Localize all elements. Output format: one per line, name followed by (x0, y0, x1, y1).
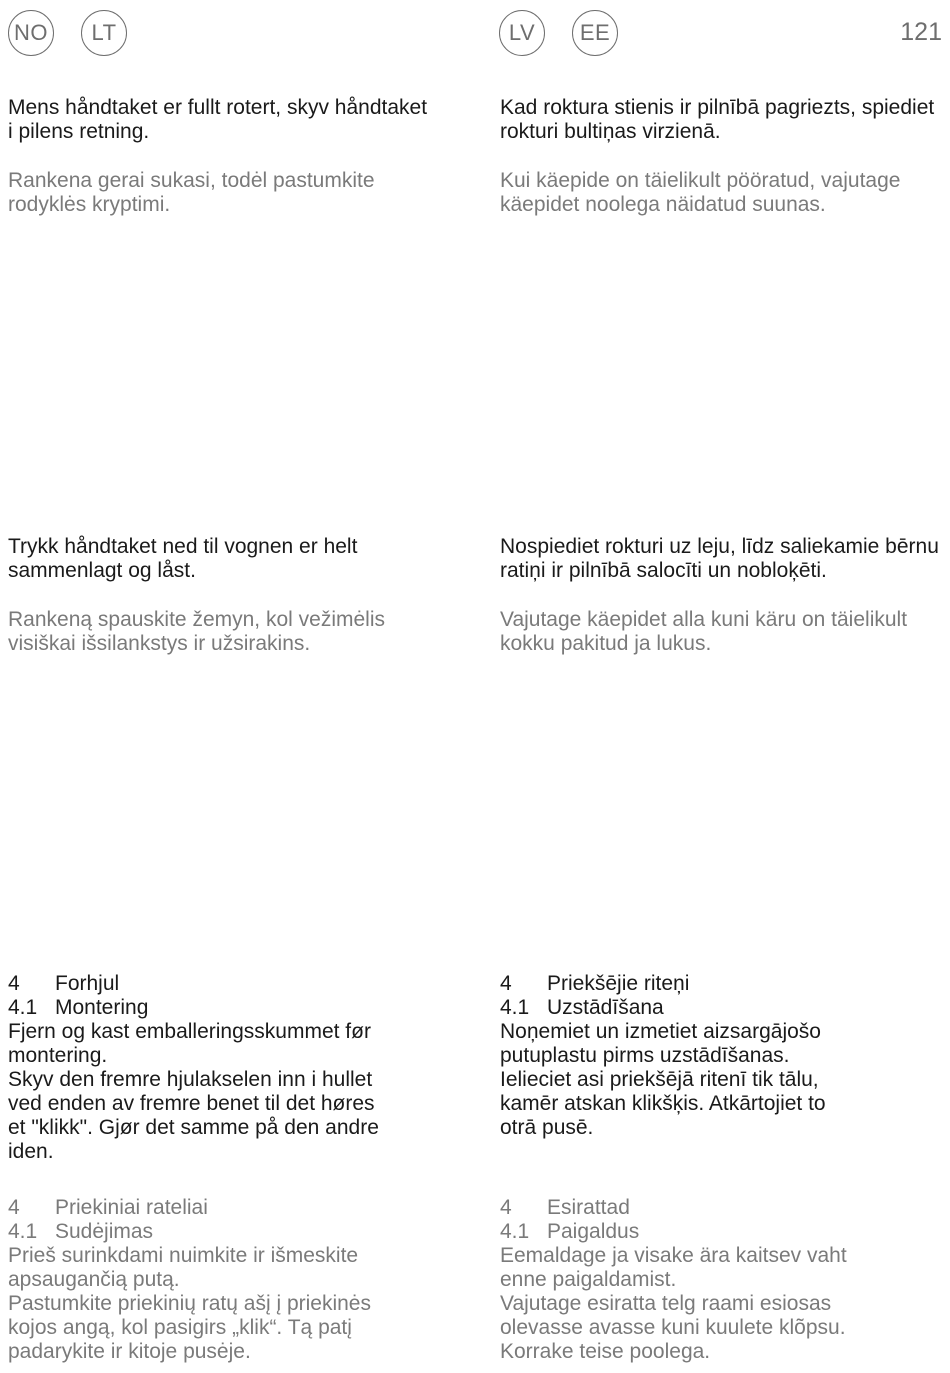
subsection-number: 4.1 (8, 996, 38, 1019)
body-line: olevasse avasse kuni kuulete klõpsu. (500, 1316, 846, 1339)
section-heading (500, 972, 948, 996)
body-line: Noņemiet un izmetiet aizsargājošo (500, 1020, 821, 1043)
subsection-number: 4.1 (8, 1220, 38, 1243)
step1-lv-text: Kad roktura stienis ir pilnībā pagriezts, spiediet rokturi bultiņas virzienā. (500, 96, 935, 143)
body-line: apsaugančią putą. (8, 1268, 180, 1291)
body-line: iden. (8, 1140, 54, 1163)
subsection-heading (8, 996, 456, 1020)
section-number: 4 (8, 972, 20, 995)
subsection-title: Uzstādīšana (547, 996, 664, 1019)
language-badge-no (8, 10, 54, 56)
body-line: Skyv den fremre hjulakselen inn i hullet (8, 1068, 373, 1091)
section-heading (8, 1196, 456, 1220)
body-line: Fjern og kast emballeringsskummet før (8, 1020, 371, 1043)
section-title: Forhjul (55, 972, 120, 995)
language-badge-lv (499, 10, 545, 56)
language-badge-lt (81, 10, 127, 56)
subsection-heading (500, 996, 948, 1020)
section-title: Esirattad (547, 1196, 630, 1219)
body-line: Eemaldage ja visake ära kaitsev vaht (500, 1244, 847, 1267)
section-ee (500, 1196, 948, 1364)
body-line: et "klikk". Gjør det samme på den andre (8, 1116, 379, 1139)
section-lt (8, 1196, 456, 1364)
step1-right-block (500, 96, 940, 217)
section-number: 4 (8, 1196, 20, 1219)
page-number: 121 (900, 18, 942, 46)
body-line: ved enden av fremre benet til det høres (8, 1092, 375, 1115)
step2-no-text: Trykk håndtaket ned til vognen er helt sammenlagt og låst. (8, 535, 358, 582)
badge-label: NO (14, 20, 48, 45)
body-line: Prieš surinkdami nuimkite ir išmeskite (8, 1244, 359, 1267)
section-title: Priekšējie riteņi (547, 972, 690, 995)
step1-lt-text: Rankena gerai sukasi, todėl pastumkite rodyklės kryptimi. (8, 169, 375, 216)
body-line: Ielieciet asi priekšējā ritenī tik tālu, (500, 1068, 819, 1091)
body-line: enne paigaldamist. (500, 1268, 677, 1291)
section-title: Priekiniai rateliai (55, 1196, 208, 1219)
section-no (8, 972, 456, 1164)
section-number: 4 (500, 1196, 512, 1219)
subsection-title: Sudėjimas (55, 1220, 154, 1243)
body-line: Vajutage esiratta telg raami esiosas (500, 1292, 832, 1315)
step1-no-text: Mens håndtaket er fullt rotert, skyv håndtaket i pilens retning. (8, 96, 428, 143)
subsection-heading (8, 1220, 456, 1244)
step2-right-block (500, 535, 948, 656)
step1-ee-text: Kui käepide on täielikult pööratud, vajutage käepidet noolega näidatud suunas. (500, 169, 901, 216)
subsection-number: 4.1 (500, 996, 530, 1019)
badge-label: LV (508, 20, 536, 45)
subsection-heading (500, 1220, 948, 1244)
body-line: padarykite ir kitoje pusėje. (8, 1340, 251, 1363)
step2-left-block (8, 535, 458, 656)
body-line: otrā pusē. (500, 1116, 594, 1139)
body-line: montering. (8, 1044, 108, 1067)
step2-lv-text: Nospiediet rokturi uz leju, līdz saliekamie bērnu ratiņi ir pilnībā salocīti un nobloķēti. (500, 535, 939, 582)
step2-lt-text: Rankeną spauskite žemyn, kol vežimėlis visiškai išsilankstys ir užsirakins. (8, 608, 385, 655)
body-line: putuplastu pirms uzstādīšanas. (500, 1044, 790, 1067)
body-line: kamēr atskan klikšķis. Atkārtojiet to (500, 1092, 826, 1115)
badge-label: EE (579, 20, 611, 45)
subsection-title: Paigaldus (547, 1220, 640, 1243)
body-line: kojos angą, kol pasigirs „klik“. Tą patį (8, 1316, 352, 1339)
section-heading (500, 1196, 948, 1220)
section-number: 4 (500, 972, 512, 995)
step2-ee-text: Vajutage käepidet alla kuni käru on täielikult kokku pakitud ja lukus. (500, 608, 908, 655)
section-heading (8, 972, 456, 996)
subsection-title: Montering (55, 996, 149, 1019)
language-badge-ee (572, 10, 618, 56)
badge-label: LT (91, 20, 117, 45)
subsection-number: 4.1 (500, 1220, 530, 1243)
body-line: Pastumkite priekinių ratų ašį į priekinės (8, 1292, 371, 1315)
body-line: Korrake teise poolega. (500, 1340, 711, 1363)
section-lv (500, 972, 948, 1140)
step1-left-block (8, 96, 428, 217)
